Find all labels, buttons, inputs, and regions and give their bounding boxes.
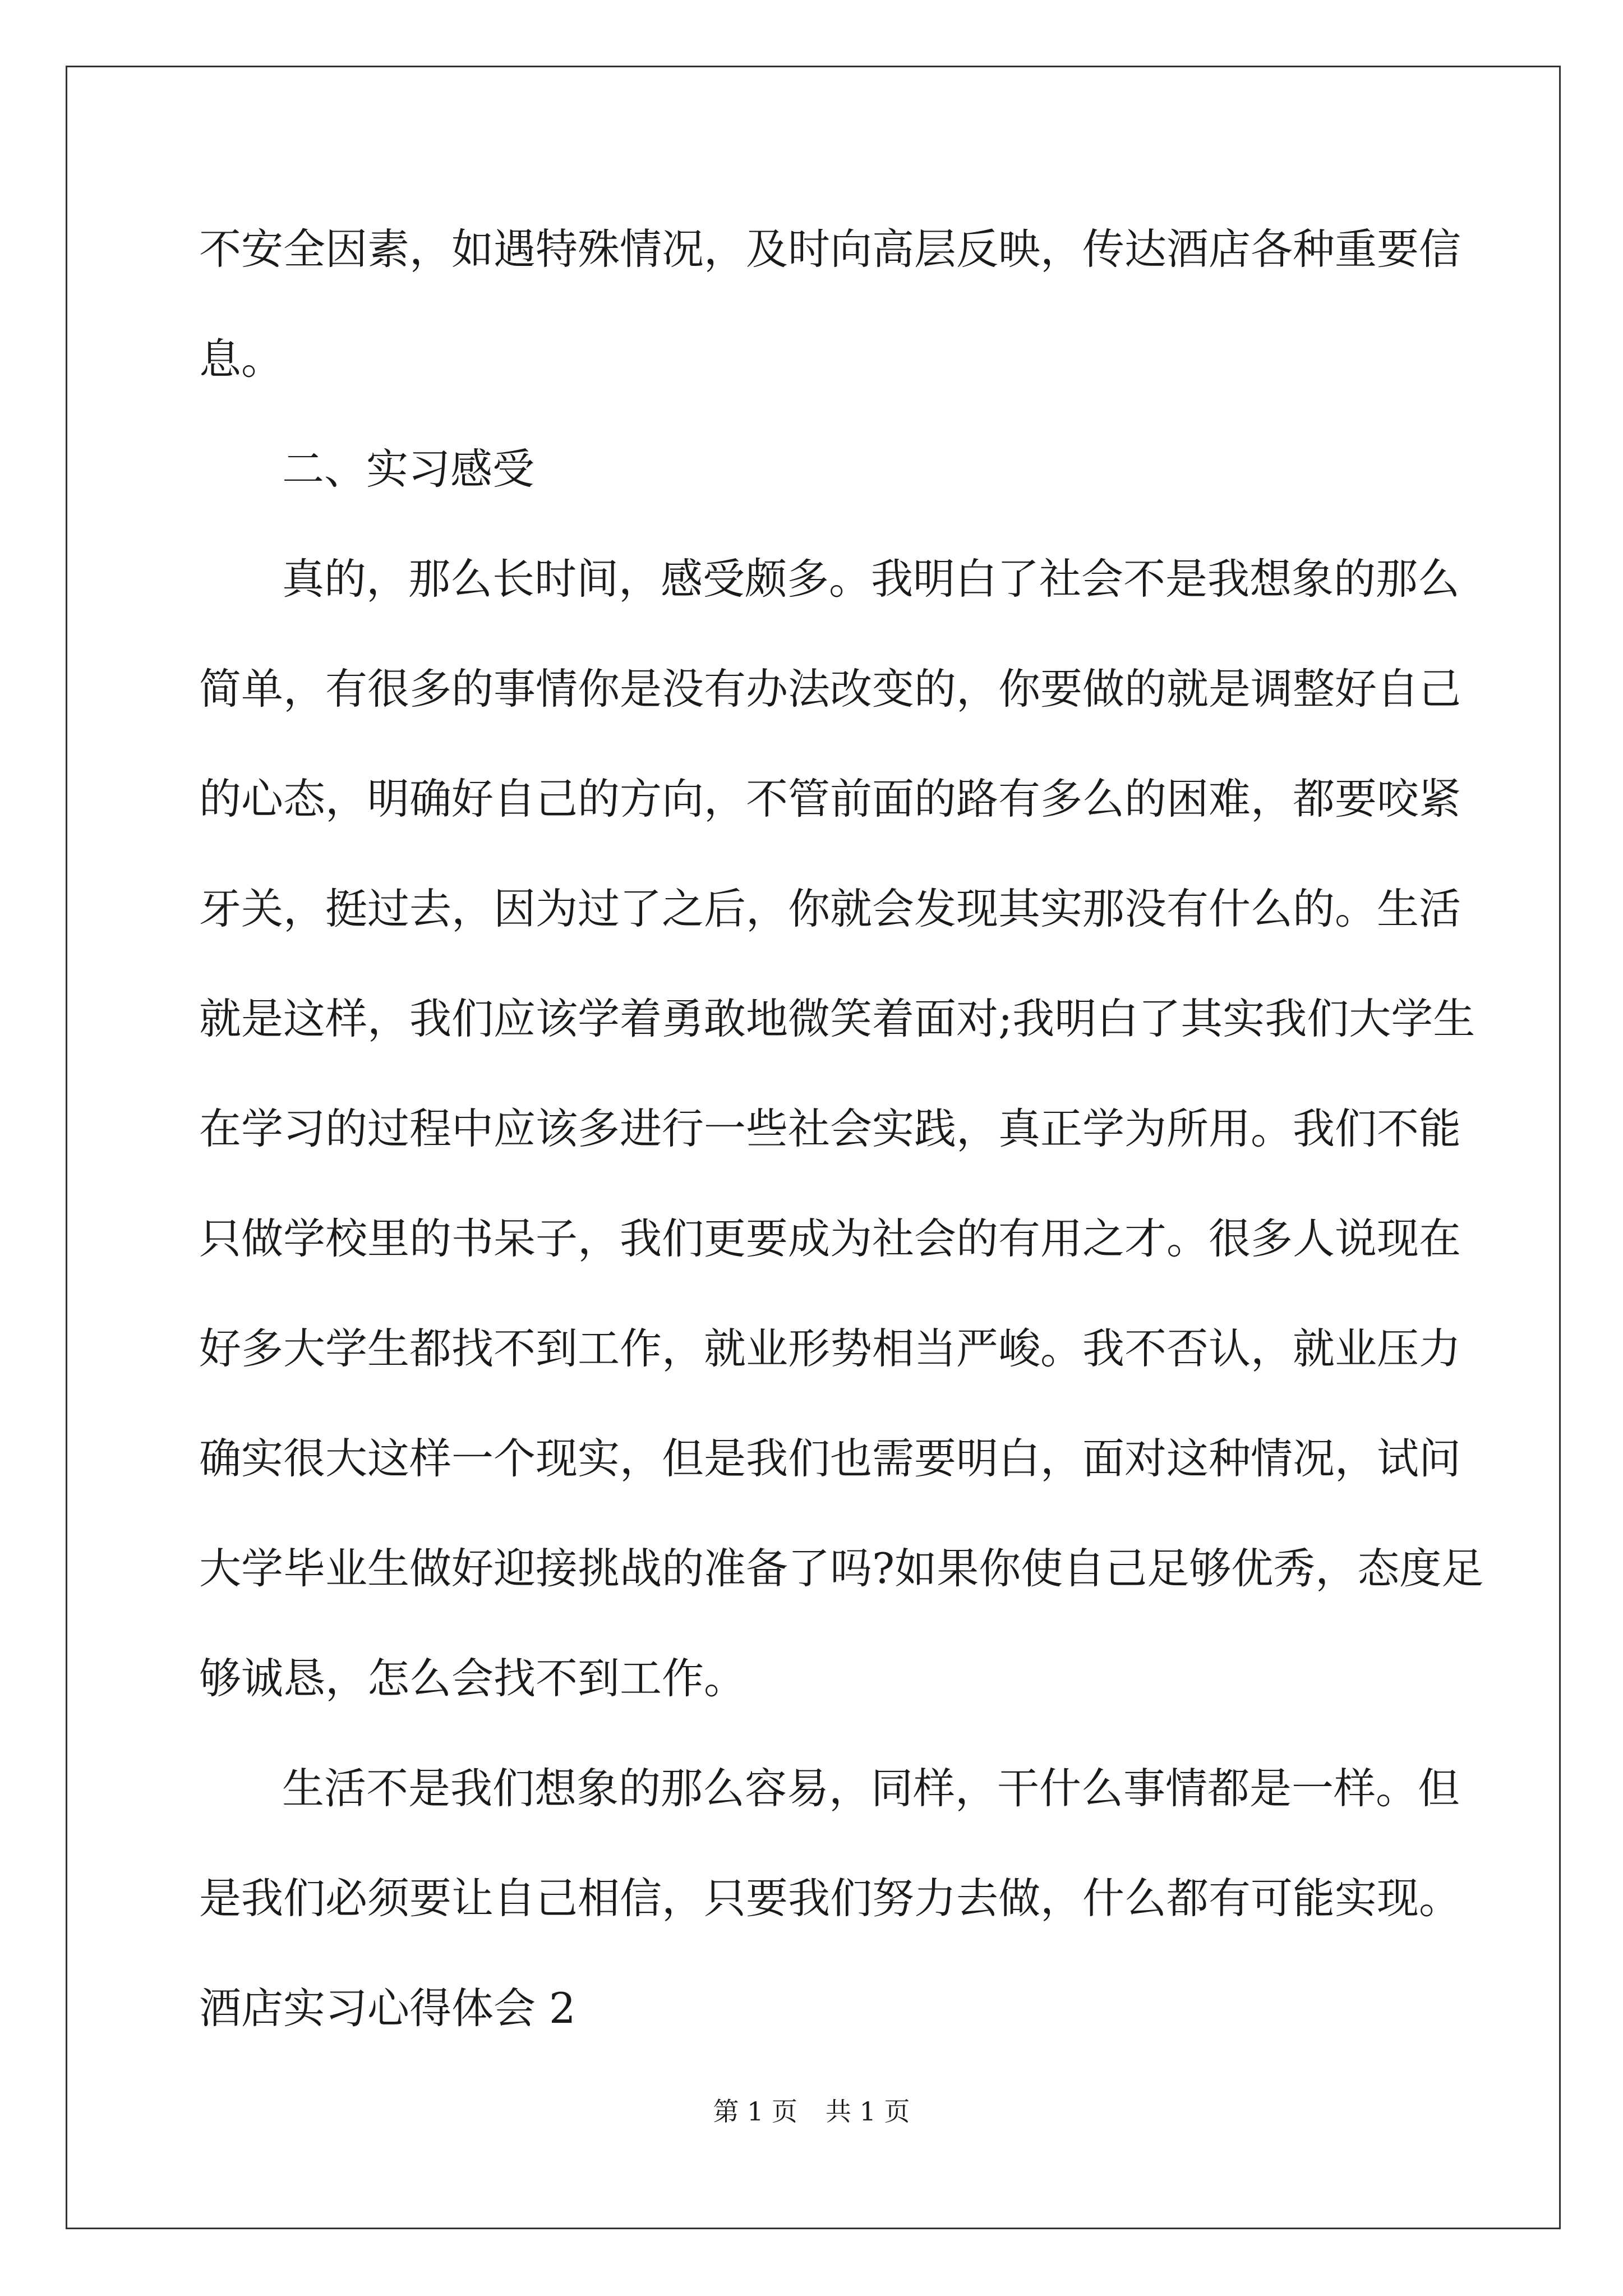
body-line: 是我们必须要让自己相信，只要我们努力去做，什么都有可能实现。 [199, 1874, 1461, 1923]
body-line: 简单，有很多的事情你是没有办法改变的，你要做的就是调整好自己 [199, 664, 1461, 714]
body-line: 的心态，明确好自己的方向，不管前面的路有多么的困难，都要咬紧 [199, 774, 1461, 823]
body-line: 不安全因素，如遇特殊情况，及时向高层反映，传达酒店各种重要信 [199, 224, 1461, 274]
body-line: 大学毕业生做好迎接挑战的准备了吗?如果你使自己足够优秀，态度足 [199, 1544, 1484, 1593]
body-line: 只做学校里的书呆子，我们更要成为社会的有用之才。很多人说现在 [199, 1214, 1461, 1263]
body-line: 在学习的过程中应该多进行一些社会实践，真正学为所用。我们不能 [199, 1104, 1461, 1153]
body-line: 确实很大这样一个现实，但是我们也需要明白，面对这种情况，试问 [199, 1434, 1461, 1483]
body-line: 息。 [199, 334, 284, 384]
body-line: 好多大学生都找不到工作，就业形势相当严峻。我不否认，就业压力 [199, 1324, 1461, 1373]
body-line: 牙关，挺过去，因为过了之后，你就会发现其实那没有什么的。生活 [199, 884, 1461, 933]
body-line: 够诚恳，怎么会找不到工作。 [199, 1654, 746, 1703]
page-number: 第 1 页 [713, 2096, 797, 2127]
document-title: 酒店实习心得体会 2 [199, 1984, 576, 2033]
page-total: 共 1 页 [826, 2096, 910, 2127]
document-body [199, 216, 1484, 2085]
page-footer [0, 2095, 1623, 2128]
body-line: 生活不是我们想象的那么容易，同样，干什么事情都是一样。但 [282, 1764, 1460, 1813]
body-line: 就是这样，我们应该学着勇敢地微笑着面对;我明白了其实我们大学生 [199, 994, 1476, 1043]
section-heading: 二、实习感受 [282, 444, 535, 494]
body-line: 真的，那么长时间，感受颇多。我明白了社会不是我想象的那么 [282, 554, 1460, 604]
